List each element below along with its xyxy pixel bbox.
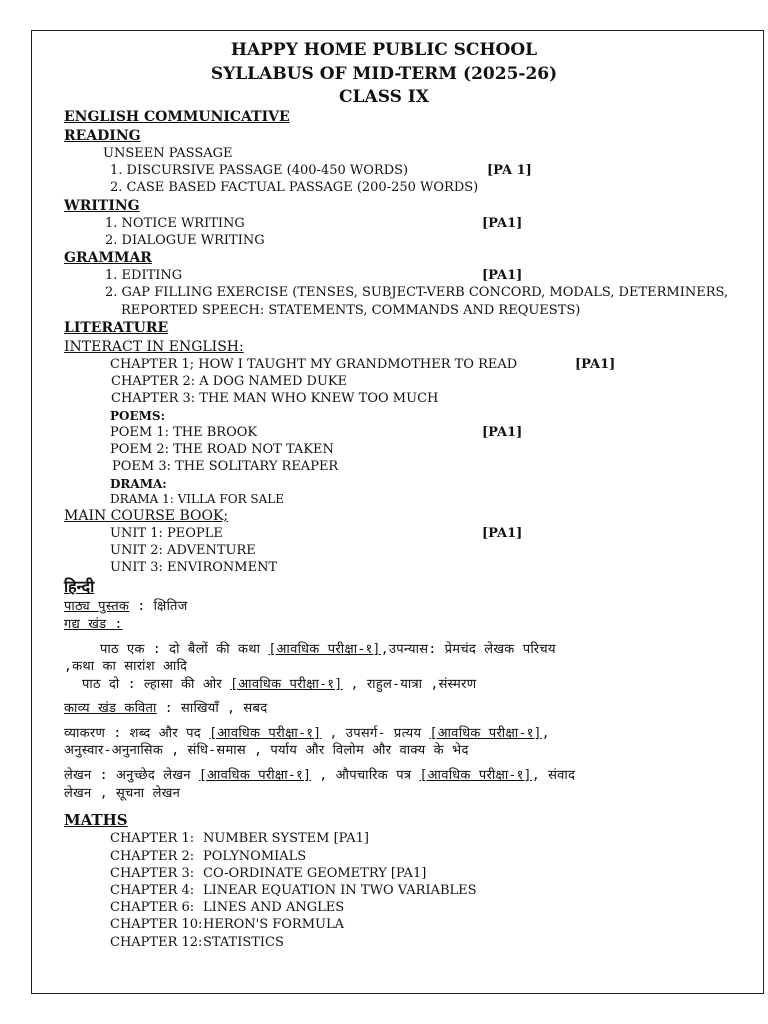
writing-item-2: 2. DIALOGUE WRITING [105, 233, 265, 248]
poem-1: POEM 1: THE BROOK [110, 425, 258, 440]
chapter-number: CHAPTER 2: [110, 849, 195, 864]
maths-chapter [110, 900, 344, 916]
chapter-number: CHAPTER 6: [110, 900, 195, 915]
hindi-lesson-1: पाठ एक : दो बैलों की कथा [आवधिक परीक्षा-१],उपन्यास: प्रेमचंद लेखक परिचय [100, 642, 556, 657]
literature-heading: LITERATURE [64, 320, 169, 336]
hindi-heading: हिन्दी [64, 577, 95, 596]
hindi-prose-section: गद्य खंड : [64, 617, 123, 632]
grammar-heading: GRAMMAR [64, 250, 152, 266]
hindi-writing: लेखन : अनुच्छेद लेखन [आवधिक परीक्षा-१] , औपचारिक पत्र [आवधिक परीक्षा-१], संवाद [64, 768, 576, 783]
maths-chapter [110, 883, 477, 899]
maths-chapter [110, 917, 344, 933]
syllabus-title: SYLLABUS OF MID-TERM (2025-26) [210, 64, 558, 84]
reading-heading: READING [64, 128, 141, 144]
pa-tag: [PA1] [482, 526, 523, 541]
hindi-textbook: पाठ्य पुस्तक : क्षितिज [64, 599, 188, 614]
maths-heading: MATHS [64, 811, 128, 829]
poems-heading: POEMS: [110, 409, 166, 423]
maths-chapter [110, 866, 426, 882]
hindi-grammar-cont: अनुस्वार-अनुनासिक , संधि-समास , पर्याय और विलोम और वाक्य के भेद [64, 743, 469, 758]
main-course-book: MAIN COURSE BOOK; [64, 508, 229, 524]
chapter-3: CHAPTER 3: THE MAN WHO KNEW TOO MUCH [111, 391, 439, 406]
chapter-title: STATISTICS [203, 935, 284, 950]
interact-in-english: INTERACT IN ENGLISH: [64, 339, 244, 355]
reading-item-1: 1. DISCURSIVE PASSAGE (400-450 WORDS) [110, 163, 409, 178]
hindi-poetry-section: काव्य खंड कविता : साखियाँ , सबद [64, 701, 268, 716]
chapter-number: CHAPTER 1: [110, 831, 195, 846]
poem-2: POEM 2: THE ROAD NOT TAKEN [110, 442, 334, 457]
maths-chapter [110, 831, 369, 847]
chapter-number: CHAPTER 3: [110, 866, 195, 881]
chapter-number: CHAPTER 12: [110, 935, 203, 950]
maths-chapter [110, 935, 284, 951]
chapter-title: LINES AND ANGLES [203, 900, 345, 915]
pa-tag: [PA1] [575, 357, 616, 372]
chapter-2: CHAPTER 2: A DOG NAMED DUKE [111, 374, 348, 389]
unit-3: UNIT 3: ENVIRONMENT [110, 560, 278, 575]
chapter-title: NUMBER SYSTEM [PA1] [203, 831, 369, 846]
drama-1: DRAMA 1: VILLA FOR SALE [110, 492, 285, 506]
chapter-title: CO-ORDINATE GEOMETRY [PA1] [203, 866, 427, 881]
writing-item-1: 1. NOTICE WRITING [105, 216, 245, 231]
drama-heading: DRAMA: [110, 477, 167, 491]
chapter-title: POLYNOMIALS [203, 849, 307, 864]
school-name: HAPPY HOME PUBLIC SCHOOL [230, 40, 538, 60]
chapter-number: CHAPTER 10: [110, 917, 203, 932]
reading-item-2: 2. CASE BASED FACTUAL PASSAGE (200-250 WORDS) [110, 180, 479, 195]
chapter-title: HERON'S FORMULA [203, 917, 345, 932]
chapter-1: CHAPTER 1; HOW I TAUGHT MY GRANDMOTHER TO READ [110, 357, 518, 372]
chapter-title: LINEAR EQUATION IN TWO VARIABLES [203, 883, 477, 898]
pa-tag: [PA1] [482, 216, 523, 231]
class-title: CLASS IX [339, 87, 429, 107]
hindi-lesson-2: पाठ दो : ल्हासा की ओर [आवधिक परीक्षा-१] , राहुल-यात्रा ,संस्मरण [82, 677, 477, 692]
grammar-item-2-cont: REPORTED SPEECH: STATEMENTS, COMMANDS AND REQUESTS) [121, 303, 581, 318]
chapter-number: CHAPTER 4: [110, 883, 195, 898]
poem-3: POEM 3: THE SOLITARY REAPER [112, 459, 339, 474]
english-heading: ENGLISH COMMUNICATIVE [64, 109, 290, 125]
pa-tag: [PA1] [482, 425, 523, 440]
unit-2: UNIT 2: ADVENTURE [110, 543, 256, 558]
pa-tag: [PA1] [482, 268, 523, 283]
hindi-writing-cont: लेखन , सूचना लेखन [64, 786, 181, 801]
hindi-lesson-1-cont: ,कथा का सारांश आदि [64, 659, 188, 674]
writing-heading: WRITING [64, 198, 140, 214]
hindi-grammar: व्याकरण : शब्द और पद [आवधिक परीक्षा-१] , उपसर्ग- प्रत्यय [आवधिक परीक्षा-१], [64, 726, 550, 741]
unit-1: UNIT 1: PEOPLE [110, 526, 223, 541]
pa-tag: [PA 1] [487, 163, 532, 178]
grammar-item-1: 1. EDITING [105, 268, 183, 283]
maths-chapter [110, 849, 306, 865]
grammar-item-2: 2. GAP FILLING EXERCISE (TENSES, SUBJECT-VERB CONCORD, MODALS, DETERMINERS, [105, 285, 729, 300]
unseen-passage: UNSEEN PASSAGE [103, 146, 233, 161]
